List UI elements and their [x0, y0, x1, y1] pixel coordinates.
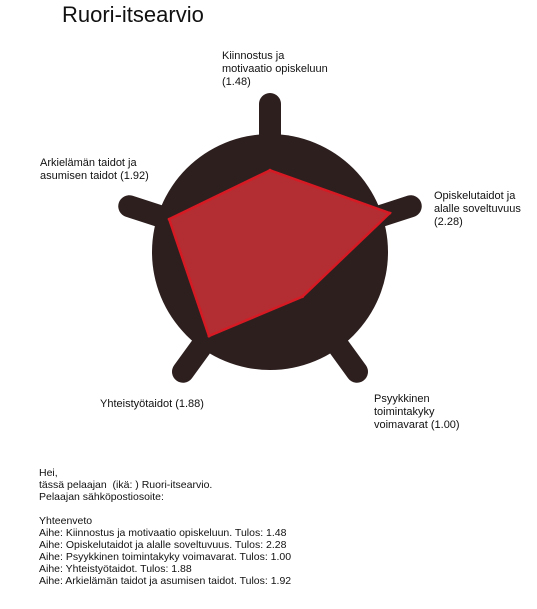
- data-point-0: [269, 169, 272, 172]
- data-point-1: [388, 212, 391, 215]
- axis-label-daily-life: Arkielämän taidot ja asumisen taidot (1.92): [40, 157, 149, 182]
- summary-item: Aihe: Kiinnostus ja motivaatio opiskeluun. Tulos: 1.48: [39, 527, 287, 539]
- report-line-2: Pelaajan sähköpostiosoite:: [39, 491, 164, 503]
- summary-report: [39, 467, 291, 587]
- data-point-2: [301, 295, 304, 298]
- axis-label-motivation: Kiinnostus ja motivaatio opiskeluun (1.48): [222, 50, 328, 88]
- summary-item: Aihe: Yhteistyötaidot. Tulos: 1.88: [39, 563, 192, 575]
- axis-label-mental-resources: Psyykkinen toimintakyky voimavarat (1.00): [374, 393, 460, 431]
- report-greeting: Hei,: [39, 467, 58, 479]
- axis-label-study-skills: Opiskelutaidot ja alalle soveltuvuus (2.28): [434, 190, 521, 228]
- data-point-3: [208, 334, 211, 337]
- axis-label-cooperation: Yhteistyötaidot (1.88): [100, 398, 204, 410]
- page-title: Ruori-itsearvio: [62, 2, 204, 27]
- summary-item: Aihe: Opiskelutaidot ja alalle soveltuvuus. Tulos: 2.28: [39, 539, 287, 551]
- data-point-4: [168, 218, 171, 221]
- summary-item: Aihe: Psyykkinen toimintakyky voimavarat. Tulos: 1.00: [39, 551, 292, 563]
- summary-item: Aihe: Arkielämän taidot ja asumisen taidot. Tulos: 1.92: [39, 575, 292, 587]
- report-line-1: tässä pelaajan (ikä: ) Ruori-itsearvio.: [39, 479, 213, 491]
- summary-heading: Yhteenveto: [39, 515, 93, 527]
